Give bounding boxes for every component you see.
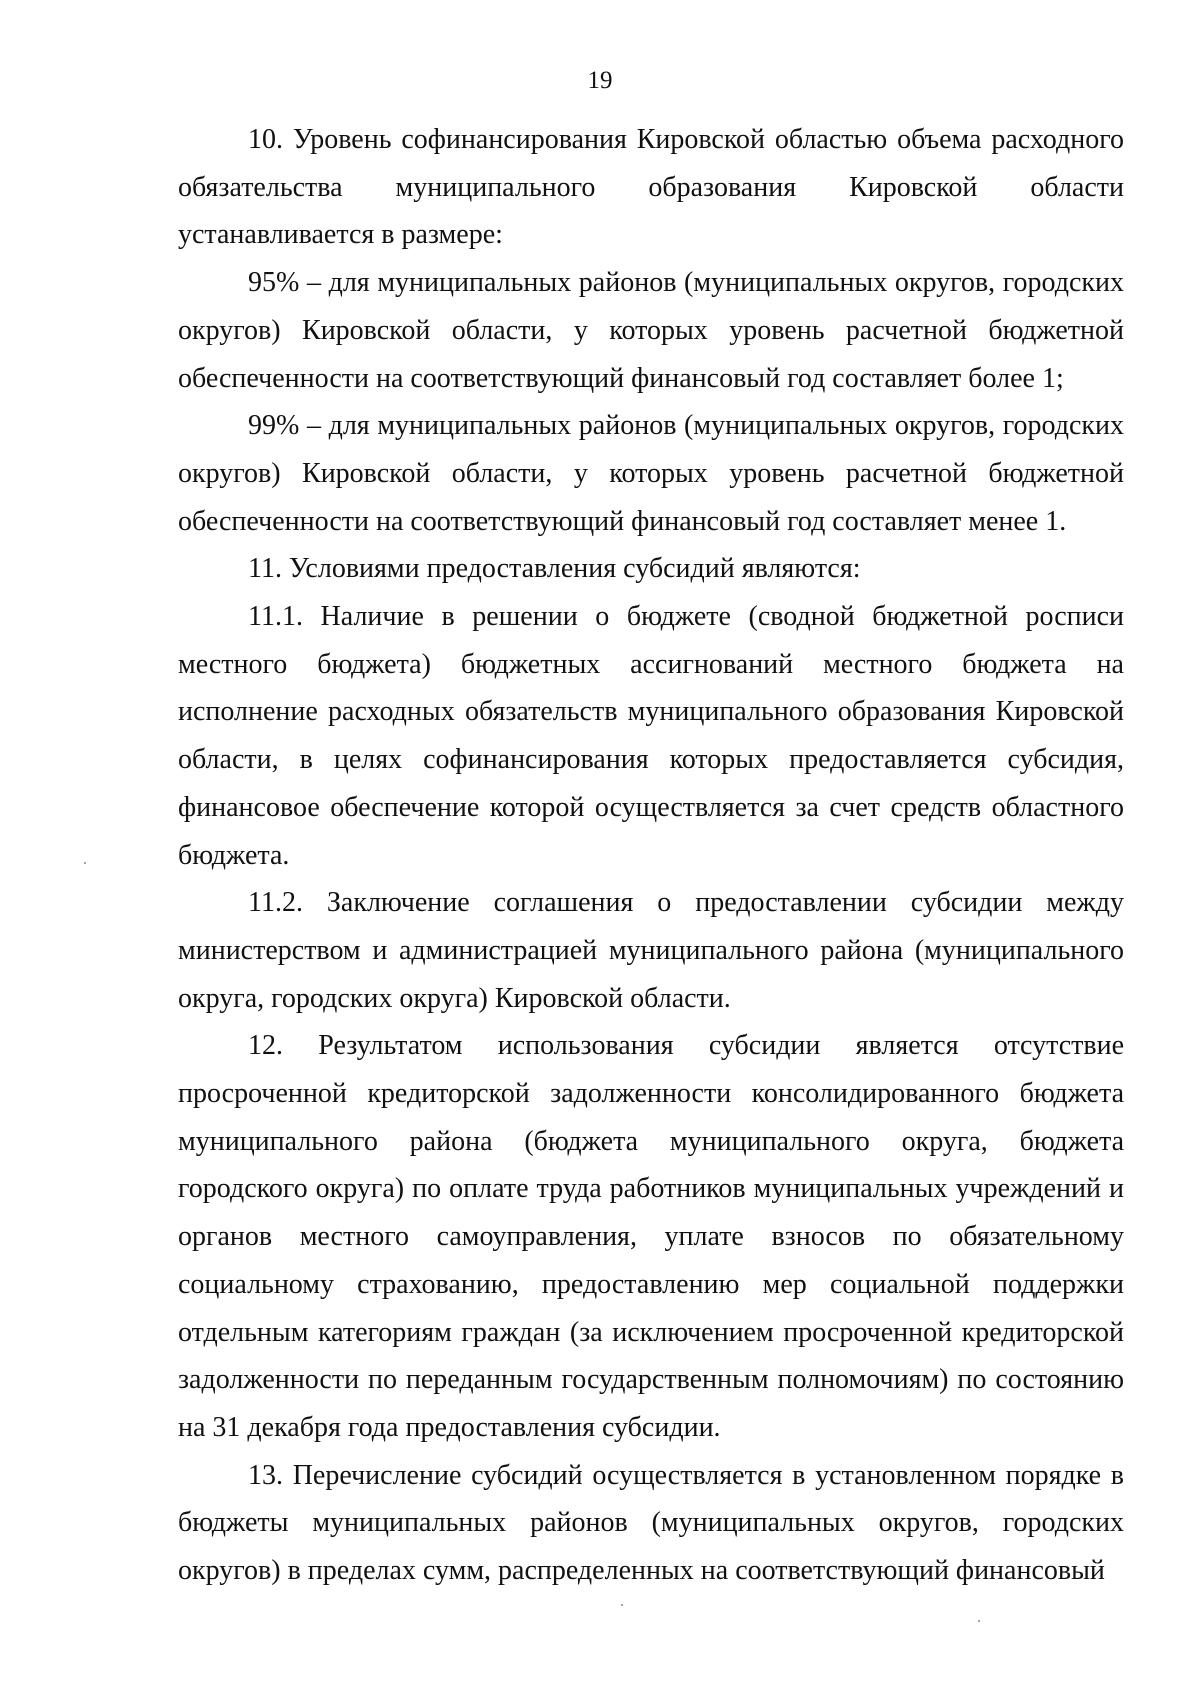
paragraph-11-1: 11.1. Наличие в решении о бюджете (сводной бюджетной росписи местного бюджета) бюджетных ассигнований местного бюджета на исполнение расходных обязательств муниципального образования Кировской области, в целях софинансирования которых предоставляется субсидия, финансовое обеспечение которой осуществляется за счет средств областного бюджета. xyxy=(178,601,1124,871)
paragraph-95-percent: 95% – для муниципальных районов (муниципальных округов, городских округов) Кировской области, у которых уровень расчетной бюджетной обеспеченности на соответствующий финансовый год составляет более 1; xyxy=(178,267,1124,394)
paragraph-10-cofinancing-level: 10. Уровень софинансирования Кировской областью объема расходного обязательства муниципального образования Кировской области устанавливается в размере: xyxy=(178,124,1124,251)
scan-speck xyxy=(978,1620,980,1622)
page-number: 19 xyxy=(587,67,613,94)
scan-speck xyxy=(84,862,86,864)
paragraph-13-transfer: 13. Перечисление субсидий осуществляется в установленном порядке в бюджеты муниципальных районов (муниципальных округов, городских округов) в пределах сумм, распределенных на соответствующий финансовый xyxy=(178,1459,1124,1587)
scan-speck xyxy=(621,1604,623,1606)
paragraph-12-result: 12. Результатом использования субсидии является отсутствие просроченной кредиторской задолженности консолидированного бюджета муниципального района (бюджета муниципального округа, бюджета городского округа) по оплате труда работников муниципальных учреждений и органов местного самоуправления, уплате взносов по обязательному социальному страхованию, предоставлению мер социальной поддержки отдельным категориям граждан (за исключением просроченной кредиторской задолженности по переданным государственным полномочиям) по состоянию на 31 декабря года предоставления субсидии. xyxy=(178,1030,1124,1443)
paragraph-99-percent: 99% – для муниципальных районов (муниципальных округов, городских округов) Кировской области, у которых уровень расчетной бюджетной обеспеченности на соответствующий финансовый год составляет менее 1. xyxy=(178,410,1124,537)
paragraph-11-conditions: 11. Условиями предоставления субсидий являются: xyxy=(248,553,861,585)
document-body xyxy=(178,116,1124,1595)
paragraph-11-2: 11.2. Заключение соглашения о предоставлении субсидии между министерством и администрацией муниципального района (муниципального округа, городских округа) Кировской области. xyxy=(178,887,1124,1014)
